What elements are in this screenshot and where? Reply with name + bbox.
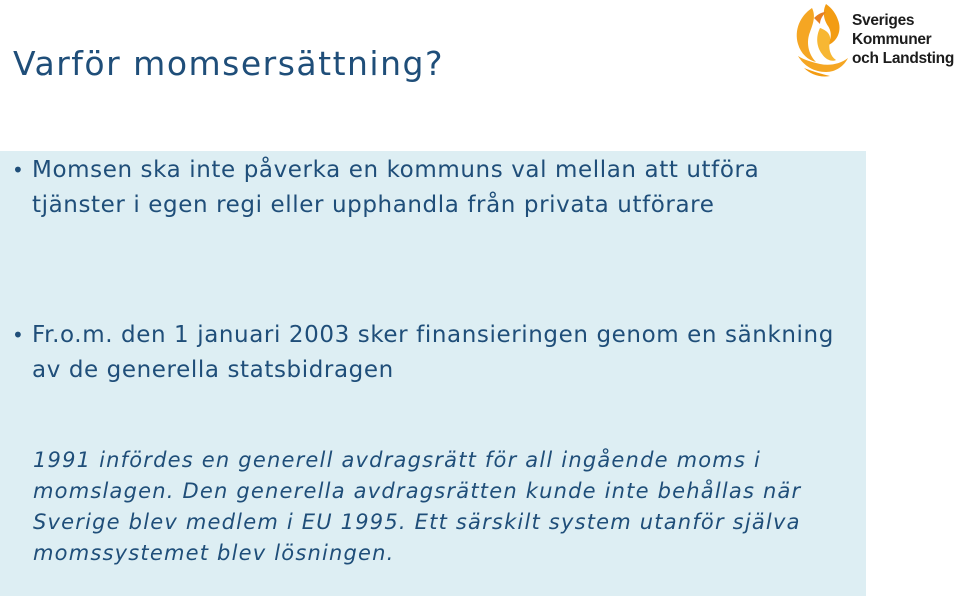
slide-title: Varför momsersättning?	[13, 44, 444, 83]
skl-logo	[786, 2, 960, 78]
logo-line-2: Kommuner	[852, 31, 932, 48]
skl-logo-text	[852, 11, 954, 68]
history-note: 1991 infördes en generell avdragsrätt för all ingående moms i momslagen. Den generella avdragsrätten kunde inte behållas när Sverige blev medlem i EU 1995. Ett särskilt system utanför själva momssystemet blev lösningen.	[33, 448, 802, 565]
bullet-text: Fr.o.m. den 1 januari 2003 sker finansieringen genom en sänkning av de generella statsbidragen	[32, 322, 834, 383]
bullet-item	[12, 153, 852, 223]
bullet-dot: •	[12, 323, 25, 347]
logo-line-1: Sveriges	[852, 12, 915, 29]
bullet-item	[12, 318, 852, 388]
bullet-dot: •	[12, 158, 25, 182]
skl-flame-icon	[786, 2, 850, 78]
logo-line-3: och Landsting	[852, 50, 955, 67]
bullet-text: Momsen ska inte påverka en kommuns val mellan att utföra tjänster i egen regi eller upphandla från privata utförare	[32, 157, 760, 218]
